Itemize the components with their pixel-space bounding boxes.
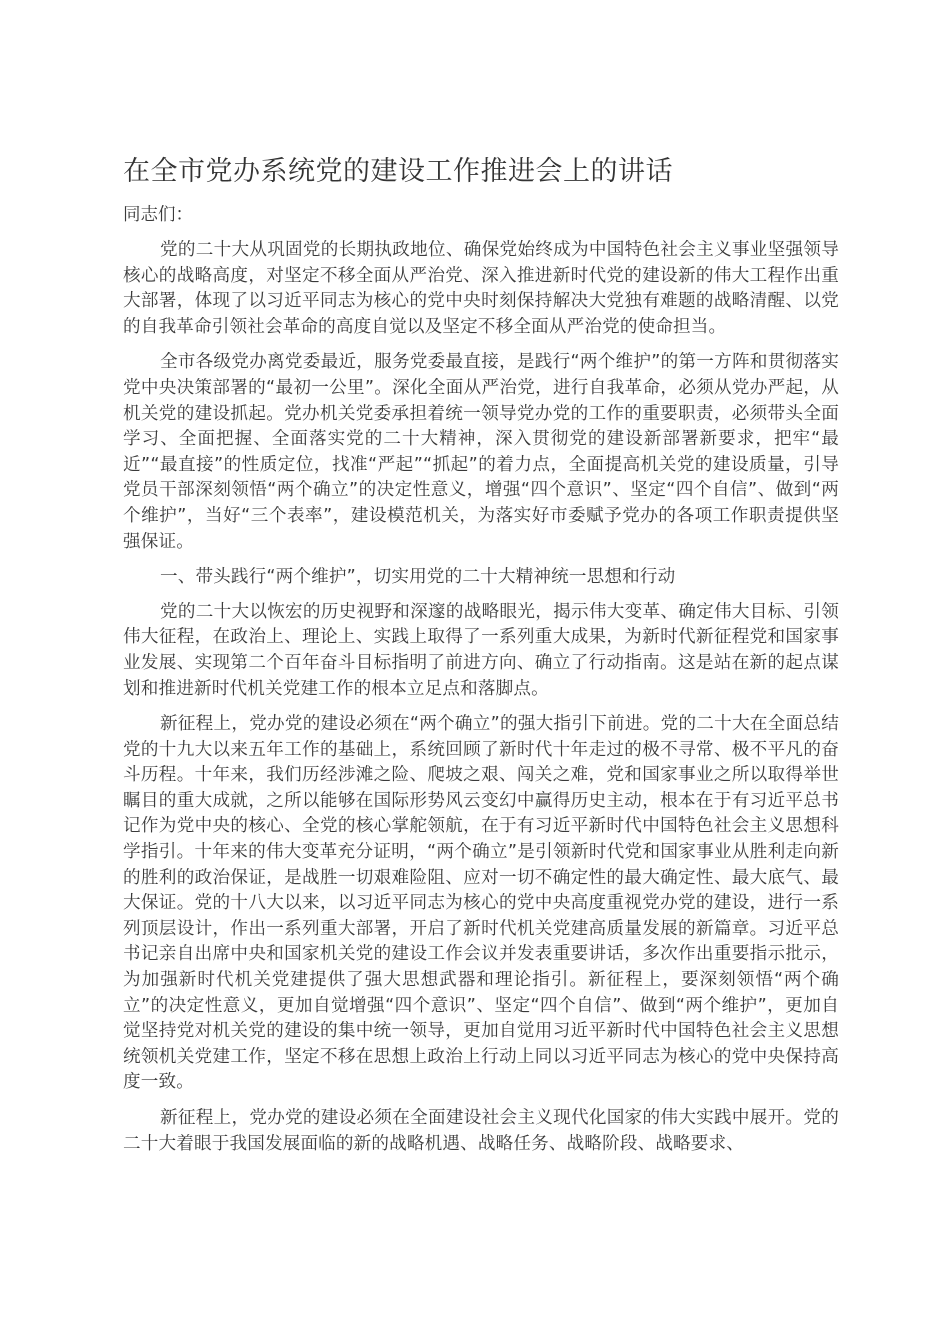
paragraph-twentieth-congress: 党的二十大以恢宏的历史视野和深邃的战略眼光，揭示伟大变革、确定伟大目标、引领伟大征程，在政治上、理论上、实践上取得了一系列重大成果，为新时代新征程党和国家事业发展、实现第二个百年奋斗目标指明了前进方向、确立了行动指南。这是站在新的起点谋划和推进新时代机关党建工作的根本立足点和落脚点。 [123, 601, 839, 699]
paragraph-modernization: 新征程上，党办党的建设必须在全面建设社会主义现代化国家的伟大实践中展开。党的二十大着眼于我国发展面临的新的战略机遇、战略任务、战略阶段、战略要求、 [123, 1108, 839, 1154]
paragraph-two-establishes: 新征程上，党办党的建设必须在“两个确立”的强大指引下前进。党的二十大在全面总结党的十九大以来五年工作的基础上，系统回顾了新时代十年走过的极不寻常、极不平凡的奋斗历程。十年来，我们历经涉滩之险、爬坡之艰、闯关之难，党和国家事业之所以取得举世瞩目的重大成就，之所以能够在国际形势风云变幻中赢得历史主动，根本在于有习近平总书记作为党中央的核心、全党的核心掌舵领航，在于有习近平新时代中国特色社会主义思想科学指引。十年来的伟大变革充分证明，“两个确立”是引领新时代党和国家事业从胜利走向新的胜利的政治保证，是战胜一切艰难险阻、应对一切不确定性的最大确定性、最大底气、最大保证。党的十八大以来，以习近平同志为核心的党中央高度重视党办党的建设，进行一系列顶层设计，作出一系列重大部署，开启了新时代机关党建高质量发展的新篇章。习近平总书记亲自出席中央和国家机关党的建设工作会议并发表重要讲话，多次作出重要指示批示，为加强新时代机关党建提供了强大思想武器和理论指引。新征程上，要深刻领悟“两个确立”的决定性意义，更加自觉增强“四个意识”、坚定“四个自信”、做到“两个维护”，更加自觉坚持党对机关党的建设的集中统一领导，更加自觉用习近平新时代中国特色社会主义思想统领机关党建工作，坚定不移在思想上政治上行动上同以习近平同志为核心的党中央保持高度一致。 [123, 714, 839, 1093]
document-page [123, 152, 839, 1167]
salutation: 同志们： [123, 205, 193, 225]
document-title: 在全市党办系统党的建设工作推进会上的讲话 [123, 156, 673, 187]
paragraph-party-office: 全市各级党办离党委最近，服务党委最直接，是践行“两个维护”的第一方阵和贯彻落实党中央决策部署的“最初一公里”。深化全面从严治党，进行自我革命，必须从党办严起，从机关党的建设抓起。党办机关党委承担着统一领导党办党的工作的重要职责，必须带头全面学习、全面把握、全面落实党的二十大精神，深入贯彻党的建设新部署新要求，把牢“最近”“最直接”的性质定位，找准“严起”“抓起”的着力点，全面提高机关党的建设质量，引导党员干部深刻领悟“两个确立”的决定性意义，增强“四个意识”、坚定“四个自信”、做到“两个维护”，当好“三个表率”，建设模范机关，为落实好市委赋予党办的各项工作职责提供坚强保证。 [123, 352, 839, 552]
paragraph-intro: 党的二十大从巩固党的长期执政地位、确保党始终成为中国特色社会主义事业坚强领导核心的战略高度，对坚定不移全面从严治党、深入推进新时代党的建设新的伟大工程作出重大部署，体现了以习近平同志为核心的党中央时刻保持解决大党独有难题的战略清醒、以党的自我革命引领社会革命的高度自觉以及坚定不移全面从严治党的使命担当。 [123, 240, 839, 337]
section-heading-1: 一、带头践行“两个维护”，切实用党的二十大精神统一思想和行动 [159, 567, 676, 588]
